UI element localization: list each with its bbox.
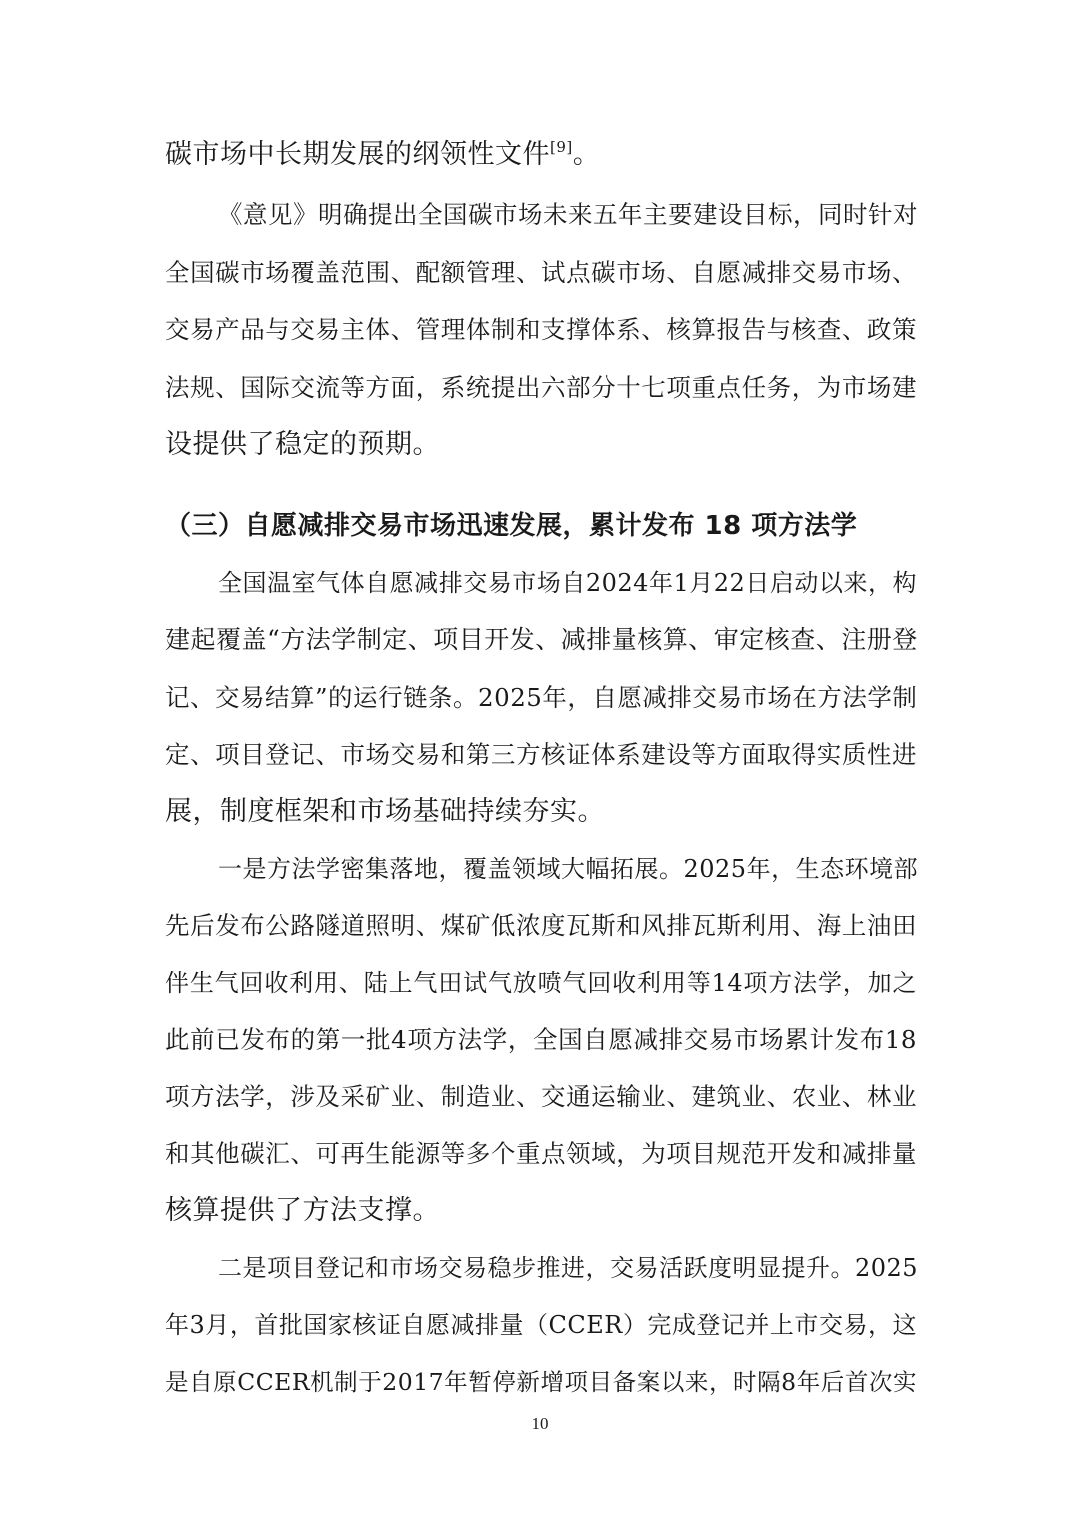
paragraph-3-line: 伴生气回收利用、陆上气田试气放喷气回收利用等14项方法学，加之 <box>165 969 917 997</box>
paragraph-4-line: 是自原CCER机制于2017年暂停新增项目备案以来，时隔8年后首次实 <box>165 1368 917 1396</box>
paragraph-3-line: 此前已发布的第一批4项方法学，全国自愿减排交易市场累计发布18 <box>165 1025 917 1054</box>
paragraph-3-line: 先后发布公路隧道照明、煤矿低浓度瓦斯和风排瓦斯利用、海上油田 <box>165 911 917 940</box>
paragraph-3-line: 项方法学，涉及采矿业、制造业、交通运输业、建筑业、农业、林业 <box>165 1082 917 1111</box>
paragraph-3-line: 核算提供了方法支撑。 <box>165 1195 440 1226</box>
paragraph-1-line: 设提供了稳定的预期。 <box>165 429 440 460</box>
paragraph-4-line: 年3月，首批国家核证自愿减排量（CCER）完成登记并上市交易，这 <box>165 1311 917 1339</box>
paragraph-2-line: 建起覆盖“方法学制定、项目开发、减排量核算、审定核查、注册登 <box>165 625 918 654</box>
page-number: 10 <box>531 1414 549 1433</box>
paragraph-2-line: 展，制度框架和市场基础持续夯实。 <box>165 796 605 827</box>
paragraph-1-line: 法规、国际交流等方面，系统提出六部分十七项重点任务，为市场建 <box>165 373 917 402</box>
paragraph-3-line: 一是方法学密集落地，覆盖领域大幅拓展。2025年，生态环境部 <box>218 855 919 883</box>
paragraph-3-line: 和其他碳汇、可再生能源等多个重点领域，为项目规范开发和减排量 <box>165 1139 917 1168</box>
paragraph-2-line: 全国温室气体自愿减排交易市场自2024年1月22日启动以来，构 <box>218 569 917 597</box>
paragraph-2-line: 定、项目登记、市场交易和第三方核证体系建设等方面取得实质性进 <box>165 740 917 769</box>
paragraph-1-line: 《意见》明确提出全国碳市场未来五年主要建设目标，同时针对 <box>218 200 918 229</box>
paragraph-2-line: 记、交易结算”的运行链条。2025年，自愿减排交易市场在方法学制 <box>165 683 918 712</box>
text-line <box>165 137 917 173</box>
paragraph-4-line: 二是项目登记和市场交易稳步推进，交易活跃度明显提升。2025 <box>218 1254 919 1282</box>
citation-reference: [9] <box>550 138 573 156</box>
text-fragment-end: 。 <box>572 139 601 170</box>
section-heading: （三）自愿减排交易市场迅速发展，累计发布 18 项方法学 <box>165 511 858 541</box>
paragraph-1-line: 全国碳市场覆盖范围、配额管理、试点碳市场、自愿减排交易市场、 <box>165 258 917 287</box>
text-fragment: 碳市场中长期发展的纲领性文件 <box>165 139 550 170</box>
paragraph-1-line: 交易产品与交易主体、管理体制和支撑体系、核算报告与核查、政策 <box>165 315 917 344</box>
